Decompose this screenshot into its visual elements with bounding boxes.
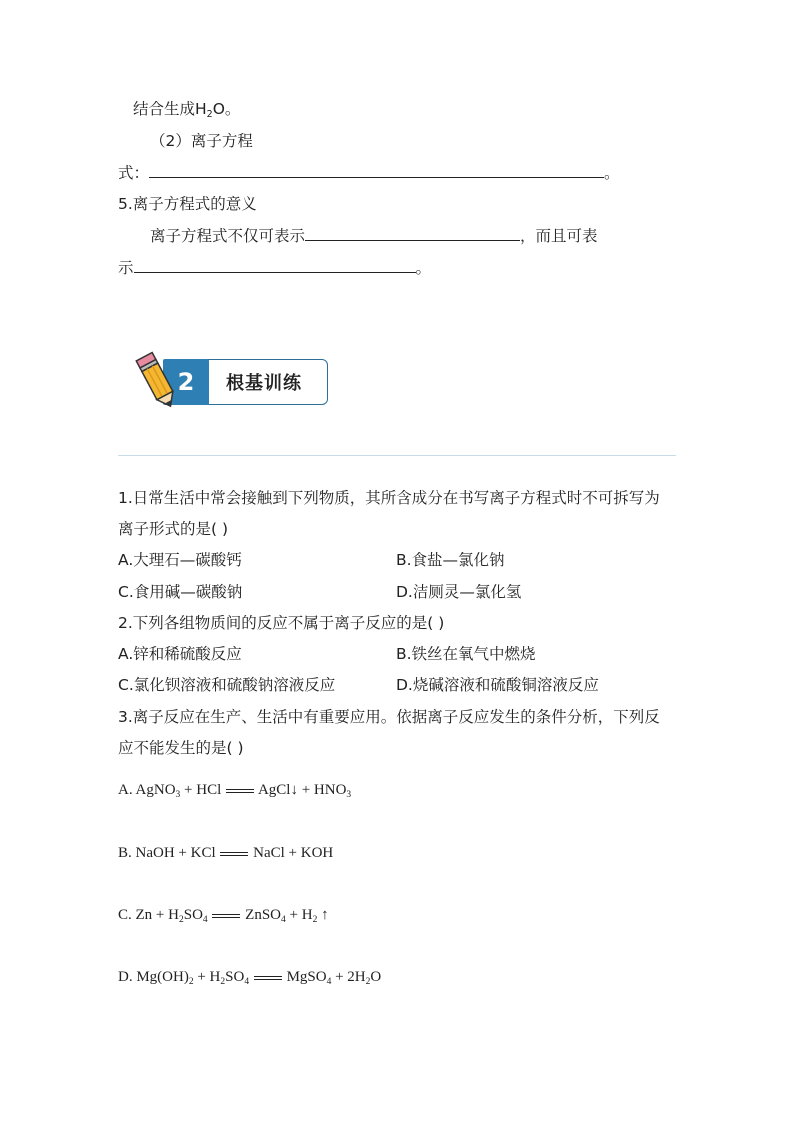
section-5-title: 5.离子方程式的意义 bbox=[118, 195, 257, 213]
question-1-stem-line-2: 离子形式的是( ) bbox=[118, 520, 229, 538]
pencil-icon bbox=[130, 348, 190, 412]
equals-sign bbox=[220, 849, 248, 859]
banner-title: 根基训练 bbox=[226, 373, 302, 394]
question-1-option-c[interactable]: C.食用碱—碳酸钠 bbox=[118, 583, 243, 601]
question-2-stem: 2.下列各组物质间的反应不属于离子反应的是( ) bbox=[118, 614, 445, 632]
question-3-option-d[interactable]: D. $Mg(OH)_2 + H_2SO_4$ MgSO$_4$ + $2H_2O$ bbox=[118, 969, 382, 987]
meaning-blank-2[interactable] bbox=[134, 258, 416, 273]
item-2-label: （2）离子方程 bbox=[150, 132, 253, 150]
meaning-blank-1[interactable] bbox=[305, 226, 520, 241]
meaning-line-2: 示 。 bbox=[118, 259, 432, 277]
item-2-continuation: 式： 。 bbox=[118, 164, 620, 182]
question-2-option-d[interactable]: D.烧碱溶液和硫酸铜溶液反应 bbox=[396, 676, 599, 694]
question-1-stem-line-1: 1.日常生活中常会接触到下列物质，其所含成分在书写离子方程式时不可拆写为 bbox=[118, 489, 660, 507]
question-1-option-a[interactable]: A.大理石—碳酸钙 bbox=[118, 551, 242, 569]
question-2-option-b[interactable]: B.铁丝在氧气中燃烧 bbox=[396, 645, 536, 663]
question-1-option-b[interactable]: B.食盐—氯化钠 bbox=[396, 551, 505, 569]
question-1-option-d[interactable]: D.洁厕灵—氯化氢 bbox=[396, 583, 522, 601]
question-3-option-c[interactable]: C. $Zn + H_2SO_4$ ZnSO$_4$ + $H_2$ ↑ bbox=[118, 907, 329, 925]
banner-number: 2 bbox=[163, 359, 209, 405]
question-3-option-a[interactable]: A. AgNO$_3$ + HCl AgCl↓ + $HNO_3$ bbox=[118, 782, 352, 800]
ionic-equation-blank[interactable] bbox=[149, 163, 604, 178]
question-3-stem-line-2: 应不能发生的是( ) bbox=[118, 739, 244, 757]
section-banner bbox=[130, 348, 330, 412]
equals-sign bbox=[212, 911, 240, 921]
section-divider bbox=[118, 455, 676, 456]
question-2-option-a[interactable]: A.锌和稀硫酸反应 bbox=[118, 645, 242, 663]
equals-sign bbox=[226, 786, 254, 796]
intro-line-1: 结合生成$H_2O$。 bbox=[133, 100, 241, 120]
meaning-line-1: 离子方程式不仅可表示 ，而且可表 bbox=[150, 227, 598, 245]
question-2-option-c[interactable]: C.氯化钡溶液和硫酸钠溶液反应 bbox=[118, 676, 336, 694]
equals-sign bbox=[254, 973, 282, 983]
question-3-option-b[interactable]: B. NaOH + KCl NaCl + KOH bbox=[118, 845, 334, 861]
question-3-stem-line-1: 3.离子反应在生产、生活中有重要应用。依据离子反应发生的条件分析，下列反 bbox=[118, 708, 660, 726]
